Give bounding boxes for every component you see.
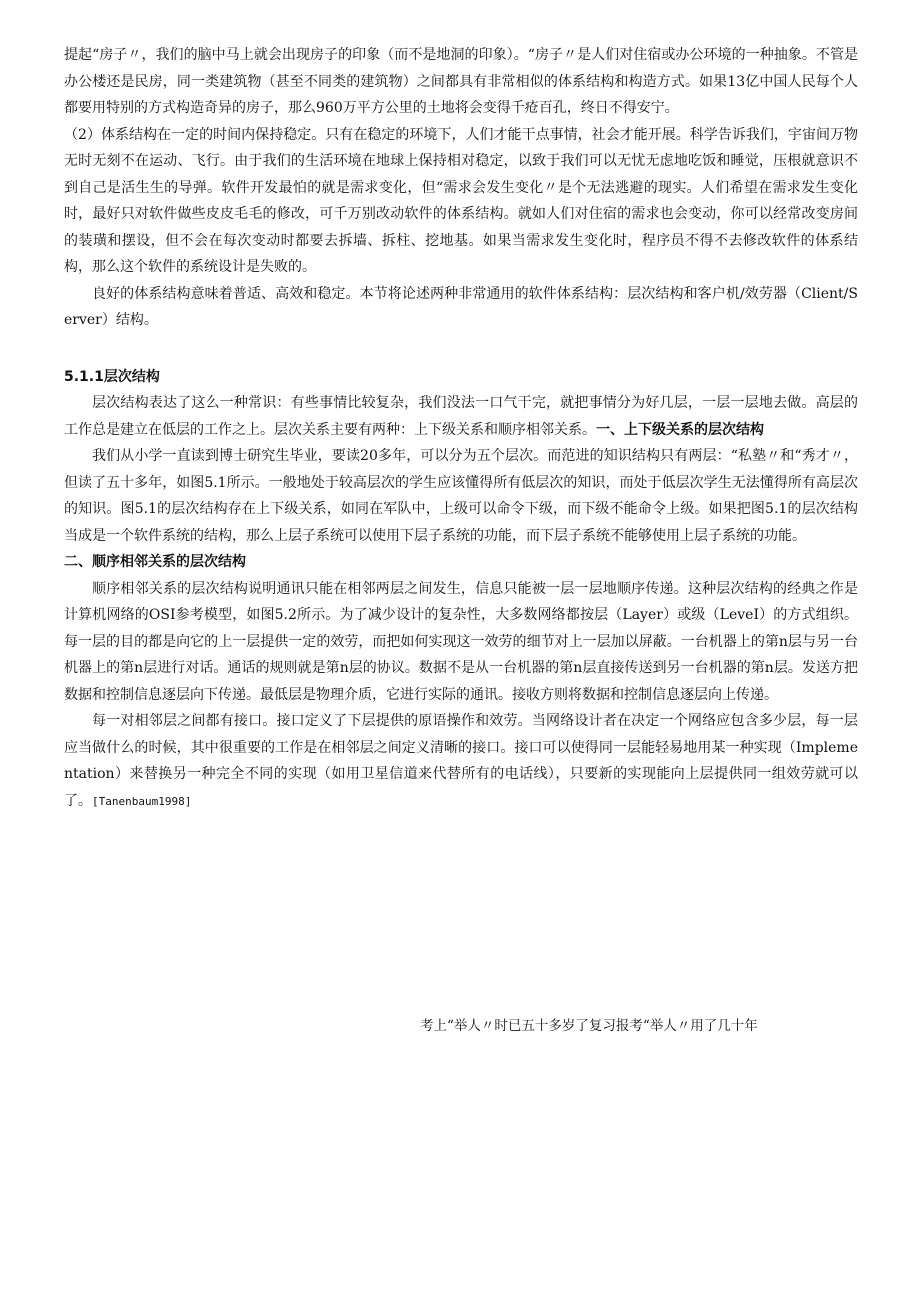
subheading-adjacent: 二、顺序相邻关系的层次结构	[64, 554, 246, 570]
paragraph-layered-intro	[64, 390, 858, 443]
section-gap	[64, 334, 858, 364]
footnote: 考上“举人〃时已五十多岁了复习报考“举人〃用了几十年	[420, 1018, 758, 1034]
paragraph-good-architecture: 良好的体系结构意味着普适、高效和稳定。本节将论述两种非常通用的软件体系结构：层次结构和客户机/效劳器（Client/Server）结构。	[64, 285, 858, 328]
paragraph-interfaces	[64, 708, 858, 815]
section-heading: 5.1.1层次结构	[64, 368, 160, 385]
paragraph-adjacent: 顺序相邻关系的层次结构说明通讯只能在相邻两层之间发生，信息只能被一层一层地顺序传递。这种层次结构的经典之作是计算机网络的OSI参考模型，如图5.2所示。为了减少设计的复杂性，大多数网络都按层（Layer）或级（LeveI）的方式组织。每一层的目的都是向它的上一层提供一定的效劳，而把如何实现这一效劳的细节对上一层加以屏蔽。一台机器上的第n层与另一台机器上的第n层进行对话。通话的规则就是第n层的协议。数据不是从一台机器的第n层直接传送到另一台机器的第n层。发送方把数据和控制信息逐层向下传递。最低层是物理介质，它进行实际的通讯。接收方则将数据和控制信息逐层向上传递。	[64, 580, 858, 703]
paragraph-layered-intro-text: 层次结构表达了这么一种常识：有些事情比较复杂，我们没法一口气干完，就把事情分为好几层，一层一层地去做。高层的工作总是建立在低层的工作之上。层次关系主要有两种：上下级关系和顺序相邻关系。	[64, 395, 858, 438]
citation: [Tanenbaum1998]	[92, 794, 192, 808]
paragraph-interfaces-text: 每一对相邻层之间都有接口。接口定义了下层提供的原语操作和效劳。当网络设计者在决定一个网络应包含多少层，每一层应当做什么的时候，其中很重要的工作是在相邻层之间定义清晰的接口。接口可以使得同一层能轻易地用某一种实现（Implementation）来替换另一种完全不同的实现（如用卫星信道来代替所有的电话线），只要新的实现能向上层提供同一组效劳就可以了。	[64, 713, 858, 809]
subheading-hierarchical: 一、上下级关系的层次结构	[596, 421, 764, 438]
document-body	[64, 42, 858, 815]
paragraph-hierarchical: 我们从小学一直读到博士研究生毕业，要读20多年，可以分为五个层次。而范进的知识结构只有两层：“私塾〃和“秀才〃，但读了五十多年，如图5.1所示。一般地处于较高层次的学生应该懂得所有低层次的知识，而处于低层次学生无法懂得所有高层次的知识。图5.1的层次结构存在上下级关系，如同在军队中，上级可以命令下级，而下级不能命令上级。如果把图5.1的层次结构当成是一个软件系统的结构，那么上层子系统可以使用下层子系统的功能，而下层子系统不能够使用上层子系统的功能。	[64, 448, 858, 544]
paragraph-house-abstraction: 提起“房子〃，我们的脑中马上就会出现房子的印象（而不是地洞的印象）。“房子〃是人们对住宿或办公环境的一种抽象。不管是办公楼还是民房，同一类建筑物（甚至不同类的建筑物）之间都具有非常相似的体系结构和构造方式。如果13亿中国人民每个人都要用特别的方式构造奇异的房子，那么960万平方公里的土地将会变得千疮百孔，终日不得安宁。	[64, 47, 858, 116]
paragraph-stability: （2）体系结构在一定的时间内保持稳定。只有在稳定的环境下，人们才能干点事情，社会才能开展。科学告诉我们，宇宙间万物无时无刻不在运动、飞行。由于我们的生活环境在地球上保持相对稳定，以致于我们可以无忧无虑地吃饭和睡觉，压根就意识不到自己是活生生的导弹。软件开发最怕的就是需求变化，但“需求会发生变化〃是个无法逃避的现实。人们希望在需求发生变化时，最好只对软件做些皮皮毛毛的修改，可千万别改动软件的体系结构。就如人们对住宿的需求也会变动，你可以经常改变房间的装璜和摆设，但不会在每次变动时都要去拆墙、拆柱、挖地基。如果当需求发生变化时，程序员不得不去修改软件的体系结构，那么这个软件的系统设计是失败的。	[64, 126, 858, 275]
